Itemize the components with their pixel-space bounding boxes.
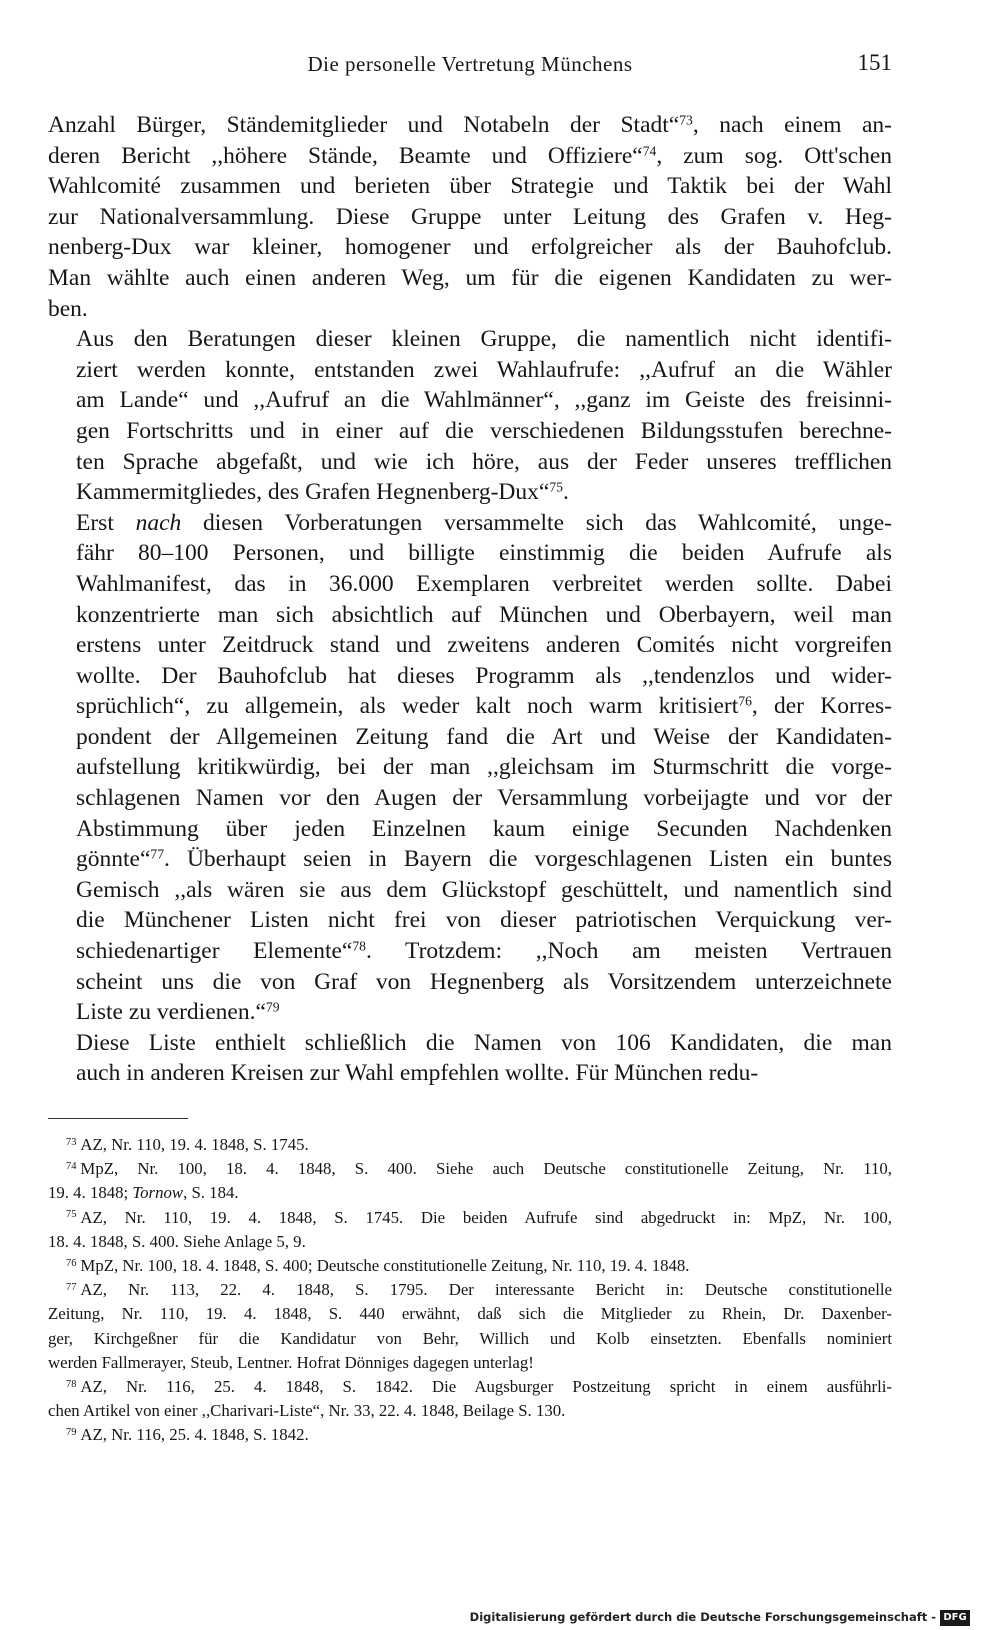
footnote-79 — [48, 1423, 892, 1447]
footnote-line: 19. 4. 1848; Tornow, S. 184. — [48, 1183, 239, 1203]
dfg-logo: DFG — [940, 1610, 970, 1626]
text-line: scheint uns die von Graf von Hegnenberg als Vorsitzendem unterzeichnete — [76, 968, 892, 995]
footnote-reference: 74 — [642, 143, 657, 159]
text-line: deren Bericht ,,höhere Stände, Beamte und Offiziere“$^{74}$, zum sog. Ott'schen — [48, 142, 892, 169]
paragraph — [48, 324, 892, 508]
text-line: gen Fortschritts und in einer auf die verschiedenen Bildungsstufen berechne- — [76, 417, 892, 444]
footnote-reference: 79 — [265, 999, 280, 1015]
paragraph — [48, 1028, 892, 1089]
text-line: Man wählte auch einen anderen Weg, um für die eigenen Kandidaten zu wer- — [48, 264, 892, 291]
text-line: Anzahl Bürger, Ständemitglieder und Notabeln der Stadt“$^{73}$, nach einem an- — [48, 112, 892, 138]
footnote-75 — [48, 1206, 892, 1254]
footnote-rule — [48, 1118, 188, 1119]
text-line: Aus den Beratungen dieser kleinen Gruppe, die namentlich nicht identifi- — [76, 326, 892, 353]
footnote-reference: 73 — [679, 112, 693, 128]
footnotes — [48, 1133, 892, 1448]
footnote-reference: 76 — [738, 693, 752, 709]
footnote-line: chen Artikel von einer ,,Charivari-Liste“, Nr. 33, 22. 4. 1848, Beilage S. 130. — [48, 1401, 566, 1421]
footnote-line: $^{74}$ MpZ, Nr. 100, 18. 4. 1848, S. 400. Siehe auch Deutsche constitutionelle Zeitung, Nr. 110, — [66, 1159, 892, 1179]
footnote-reference: 78 — [352, 938, 366, 954]
text-line: Abstimmung über jeden Einzelnen kaum einige Secunden Nachdenken — [76, 815, 892, 842]
paragraph — [48, 508, 892, 1028]
text-line: nenberg-Dux war kleiner, homogener und erfolgreicher als der Bauhofclub. — [48, 234, 892, 261]
page-number: 151 — [857, 50, 892, 75]
footnote-line: $^{78}$ AZ, Nr. 116, 25. 4. 1848, S. 1842. Die Augsburger Postzeitung spricht in einem ausführli- — [66, 1377, 892, 1397]
text-line: wollte. Der Bauhofclub hat dieses Programm als ,,tendenzlos und wider- — [76, 662, 892, 689]
text-line: Wahlmanifest, das in 36.000 Exemplaren verbreitet werden sollte. Dabei — [76, 570, 892, 597]
text-line: schlagenen Namen vor den Augen der Versammlung vorbeijagte und vor der — [76, 785, 892, 812]
footnote-line: $^{75}$ AZ, Nr. 110, 19. 4. 1848, S. 1745. Die beiden Aufrufe sind abgedruckt in: MpZ, Nr. 100, — [66, 1207, 892, 1227]
footnote-number: 74 — [66, 1161, 77, 1172]
text-line: am Lande“ und ,,Aufruf an die Wahlmänner“, ,,ganz im Geiste des freisinni- — [76, 387, 892, 414]
text-line: auch in anderen Kreisen zur Wahl empfehlen wollte. Für München redu- — [76, 1060, 759, 1087]
footnote-line: 18. 4. 1848, S. 400. Siehe Anlage 5, 9. — [48, 1231, 306, 1251]
text-line: sprüchlich“, zu allgemein, als weder kalt noch warm kritisiert$^{76}$, der Korres- — [76, 693, 893, 720]
running-title: Die personelle Vertretung Münchens — [307, 52, 633, 76]
footnote-76 — [48, 1254, 892, 1278]
footnote-line: $^{76}$ MpZ, Nr. 100, 18. 4. 1848, S. 400; Deutsche constitutionelle Zeitung, Nr. 110, 19. 4. 1848. — [66, 1256, 690, 1276]
text-line: Wahlcomité zusammen und berieten über Strategie und Taktik bei der Wahl — [48, 173, 892, 200]
footnote-line: $^{79}$ AZ, Nr. 116, 25. 4. 1848, S. 1842. — [66, 1425, 309, 1445]
footnote-reference: 77 — [150, 846, 165, 862]
body-text — [48, 110, 892, 1089]
footnote-number: 75 — [66, 1209, 77, 1221]
footnote-number: 77 — [66, 1282, 77, 1294]
text-line: die Münchener Listen nicht frei von dieser patriotischen Verquickung ver- — [76, 907, 892, 934]
text-line: erstens unter Zeitdruck stand und zweitens anderen Comités nicht vorgreifen — [76, 632, 892, 659]
footnote-line: werden Fallmerayer, Steub, Lentner. Hofrat Dönniges dagegen unterlag! — [48, 1352, 534, 1372]
paragraph — [48, 110, 892, 324]
text-line: schiedenartiger Elemente“$^{78}$. Trotzdem: ,,Noch am meisten Vertrauen — [76, 938, 893, 965]
text-line: fähr 80–100 Personen, und billigte einstimmig die beiden Aufrufe als — [76, 540, 892, 567]
footnote-number: 78 — [66, 1378, 77, 1390]
running-head — [48, 50, 892, 84]
footnote-77 — [48, 1278, 892, 1375]
text-line: ten Sprache abgefaßt, und wie ich höre, aus der Feder unseres trefflichen — [76, 448, 892, 475]
text-line: aufstellung kritikwürdig, bei der man ,,gleichsam im Sturmschritt die vorge- — [76, 754, 892, 781]
footnote-line: Zeitung, Nr. 110, 19. 4. 1848, S. 440 erwähnt, daß sich die Mitglieder zu Rhein, Dr. Daxenber- — [48, 1304, 892, 1324]
footnote-number: 76 — [66, 1257, 77, 1269]
text-line: zur Nationalversammlung. Diese Gruppe unter Leitung des Grafen v. Heg- — [48, 203, 892, 230]
text-line: ben. — [48, 295, 88, 322]
footnote-73 — [48, 1133, 892, 1157]
text-line: Erst nach diesen Vorberatungen versammelte sich das Wahlcomité, unge- — [76, 509, 892, 536]
text-line: ziert werden konnte, entstanden zwei Wahlaufrufe: ,,Aufruf an die Wähler — [76, 356, 892, 383]
text-line: konzentrierte man sich absichtlich auf München und Oberbayern, weil man — [76, 601, 892, 628]
footnote-line: ger, Kirchgeßner für die Kandidatur von Behr, Willich und Kolb einsetzten. Ebenfalls nominiert — [48, 1328, 892, 1348]
text-line: gönnte“$^{77}$. Überhaupt seien in Bayern die vorgeschlagenen Listen ein buntes — [76, 846, 892, 873]
text-line: Kammermitgliedes, des Grafen Hegnenberg-Dux“$^{75}$. — [76, 479, 569, 506]
text-line: pondent der Allgemeinen Zeitung fand die Art und Weise der Kandidaten- — [76, 723, 892, 750]
footnote-number: 79 — [66, 1427, 77, 1439]
emphasis: nach — [135, 509, 182, 536]
footnote-78 — [48, 1375, 892, 1423]
author-name: Tornow — [132, 1183, 184, 1203]
footnote-reference: 75 — [549, 479, 563, 495]
text-line: Diese Liste enthielt schließlich die Namen von 106 Kandidaten, die man — [76, 1029, 892, 1056]
digitization-credit: Digitalisierung gefördert durch die Deutsche Forschungsgemeinschaft - — [469, 1610, 936, 1624]
text-line: Gemisch ,,als wären sie aus dem Glückstopf geschüttelt, und namentlich sind — [76, 876, 892, 903]
footnote-line: $^{73}$ AZ, Nr. 110, 19. 4. 1848, S. 1745. — [66, 1135, 309, 1154]
footnote-line: $^{77}$ AZ, Nr. 113, 22. 4. 1848, S. 1795. Der interessante Bericht in: Deutsche constitutionelle — [66, 1280, 892, 1300]
footnote-74 — [48, 1157, 892, 1205]
text-line: Liste zu verdienen.“$^{79}$ — [76, 999, 280, 1026]
footnote-number: 73 — [66, 1136, 77, 1148]
